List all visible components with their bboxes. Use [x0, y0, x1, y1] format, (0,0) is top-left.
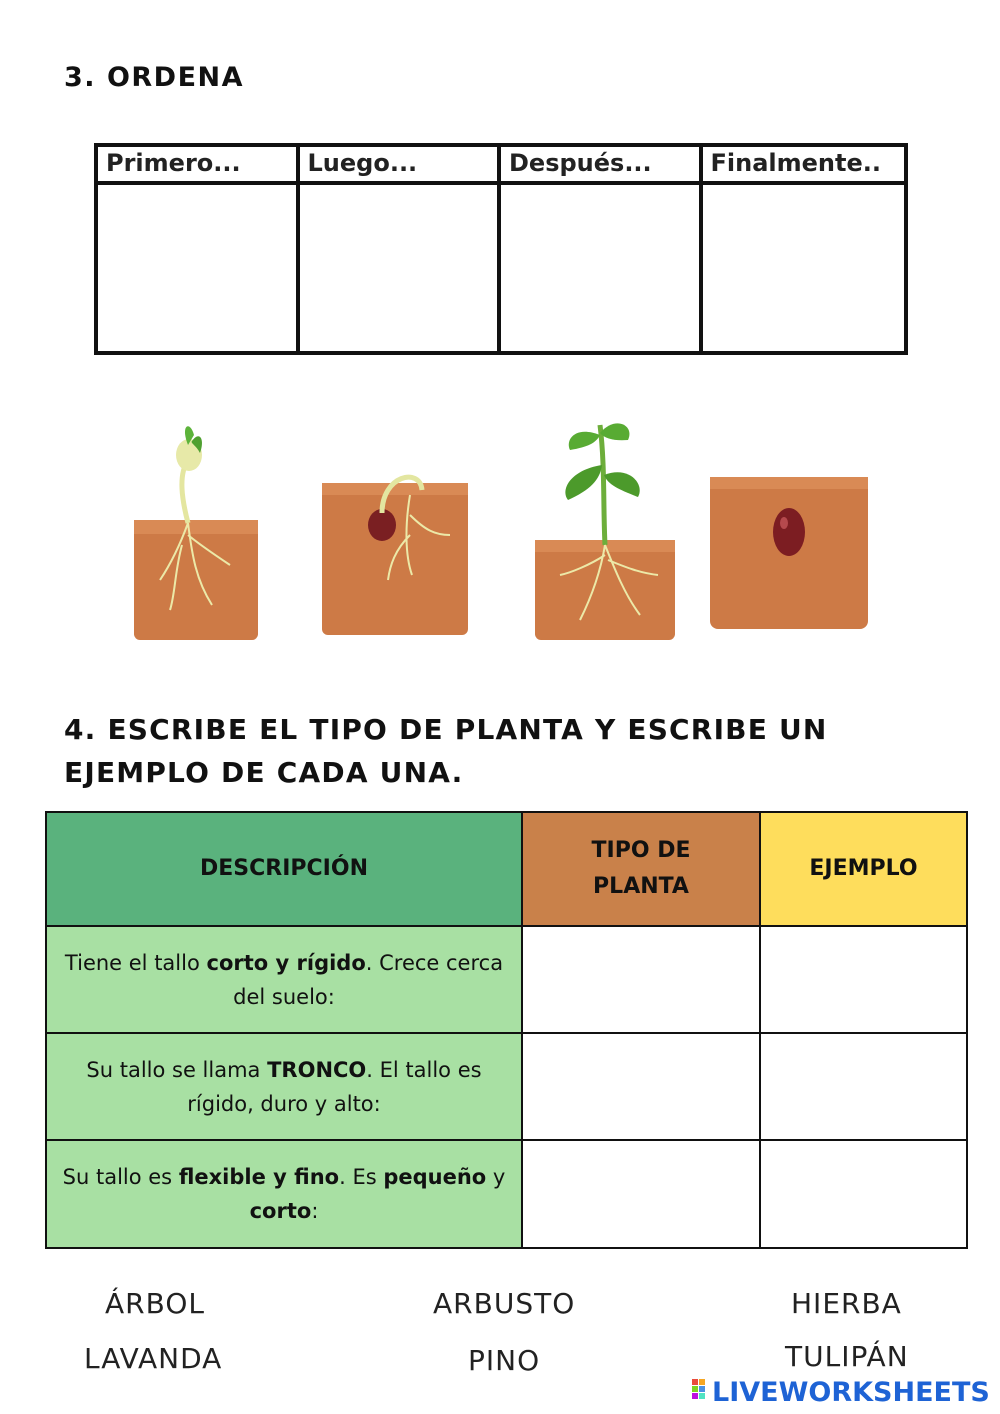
order-header-despues: Después... [501, 147, 703, 185]
order-header-primero: Primero... [98, 147, 300, 185]
plant-stage-seed-image [710, 477, 868, 629]
header-ejemplo: EJEMPLO [760, 812, 967, 926]
order-header-finalmente: Finalmente.. [703, 147, 905, 185]
order-cell-1[interactable] [98, 185, 300, 351]
word-lavanda[interactable]: LAVANDA [84, 1342, 223, 1375]
word-hierba[interactable]: HIERBA [791, 1287, 902, 1320]
plant-stage-germination-image [322, 477, 468, 635]
order-cell-3[interactable] [501, 185, 703, 351]
section-4-title-line2: EJEMPLO DE CADA UNA. [64, 756, 464, 789]
section-4-title [64, 708, 944, 794]
description-row-2: Su tallo se llama TRONCO. El tallo es rígido, duro y alto: [46, 1033, 522, 1140]
plant-growth-images [120, 405, 890, 655]
order-header-luego: Luego... [300, 147, 502, 185]
word-tulipan[interactable]: TULIPÁN [785, 1340, 909, 1373]
description-row-1: Tiene el tallo corto y rígido. Crece cerca del suelo: [46, 926, 522, 1033]
plant-type-table [45, 811, 968, 1249]
ejemplo-answer-row-1[interactable] [760, 926, 967, 1033]
tipo-answer-row-3[interactable] [522, 1140, 760, 1248]
ejemplo-answer-row-2[interactable] [760, 1033, 967, 1140]
liveworksheets-logo-text: LIVEWORKSHEETS [712, 1376, 990, 1408]
tipo-answer-row-1[interactable] [522, 926, 760, 1033]
plant-stage-young-plant-image [535, 423, 675, 640]
order-table [94, 143, 908, 355]
order-cell-2[interactable] [300, 185, 502, 351]
tipo-answer-row-2[interactable] [522, 1033, 760, 1140]
word-pino[interactable]: PINO [468, 1344, 541, 1377]
ejemplo-answer-row-3[interactable] [760, 1140, 967, 1248]
plant-stage-sprout-image [134, 426, 258, 640]
section-4-title-line1: 4. ESCRIBE EL TIPO DE PLANTA Y ESCRIBE UN [64, 713, 828, 746]
header-tipo-de-planta: TIPO DE PLANTA [522, 812, 760, 926]
liveworksheets-logo [692, 1375, 990, 1409]
order-cell-4[interactable] [703, 185, 905, 351]
description-row-3: Su tallo es flexible y fino. Es pequeño y corto: [46, 1140, 522, 1248]
header-descripcion: DESCRIPCIÓN [46, 812, 522, 926]
word-arbol[interactable]: ÁRBOL [105, 1287, 205, 1320]
section-3-title: 3. ORDENA [64, 62, 245, 93]
liveworksheets-logo-icon [692, 1379, 712, 1405]
word-arbusto[interactable]: ARBUSTO [433, 1287, 576, 1320]
